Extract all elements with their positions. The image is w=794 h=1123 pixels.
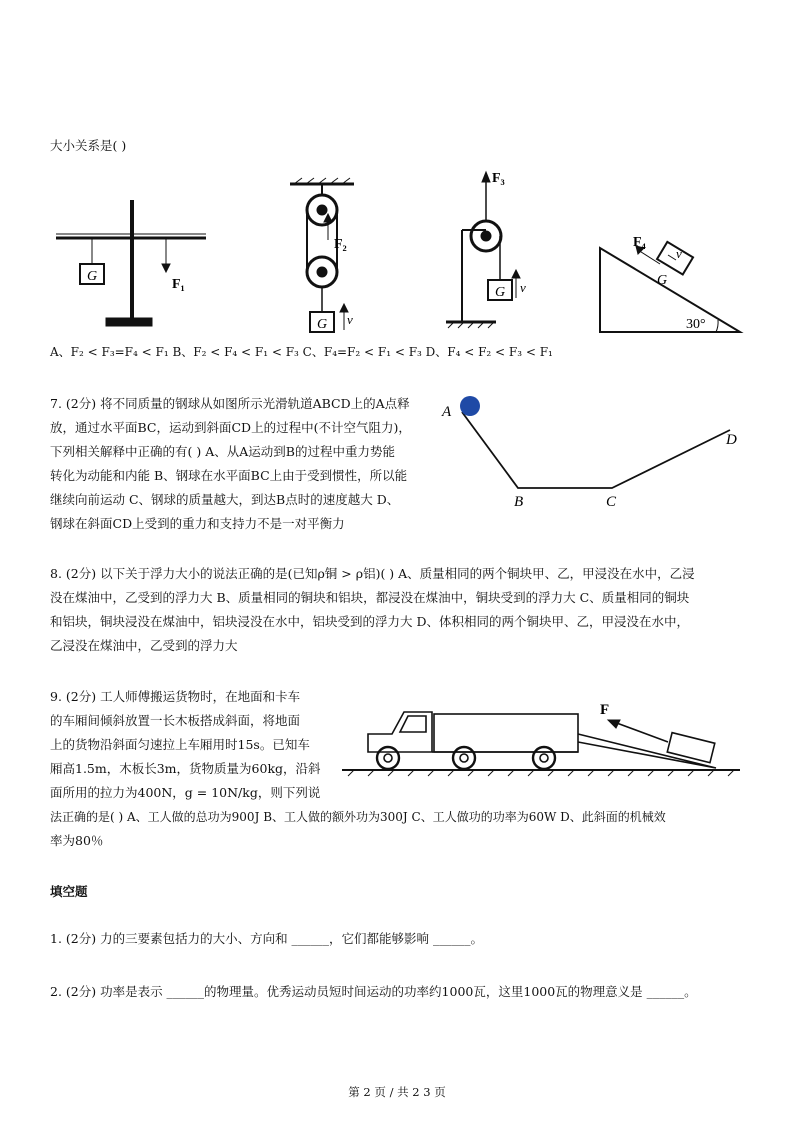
f2-label: F₂ — [334, 237, 347, 252]
angle-label: 30° — [686, 317, 706, 332]
q6-options: A、F₂ < F₃=F₄ < F₁ B、F₂ < F₄ < F₁ < F₃ C、F₄=F₂ < F₁ < F₃ D、F₄ < F₂ < F₃ < F₁ — [50, 345, 553, 359]
point-b-label: B — [514, 494, 524, 510]
q9-truck-figure — [338, 694, 744, 786]
q9-line-1: 9. (2分) 工人师傅搬运货物时，在地面和卡车 — [50, 689, 301, 704]
q6-figures — [48, 160, 748, 340]
q9-line-7: 率为80％ — [50, 833, 104, 848]
q8-line-3: 和铝块，铜块浸没在煤油中，铝块浸没在水中，铝块受到的浮力大 D、体积相同的两个铜块甲、乙，甲浸没在水中， — [50, 614, 689, 629]
movable-pulley-figure — [290, 178, 354, 332]
point-a-label: A — [442, 404, 452, 420]
incline-weight-label: G — [657, 273, 668, 288]
q9-line-5: 面所用的拉力为400N，g = 10N/kg，则下列说 — [50, 785, 321, 800]
incline-figure — [600, 242, 740, 332]
intro-line: 大小关系是( ) — [50, 138, 127, 153]
q8-line-2: 没在煤油中，乙受到的浮力大 B、质量相同的铜块和铝块，都浸没在煤油中，铜块受到的浮力大 C、质量相同的铜块 — [50, 590, 690, 605]
q7-line-4: 转化为动能和内能 B、钢球在水平面BC上由于受到惯性，所以能 — [50, 468, 408, 483]
page-footer: 第 2 页 / 共 2 3 页 — [348, 1085, 446, 1099]
lever-weight-label: G — [87, 269, 98, 284]
fill-question-1: 1. (2分) 力的三要素包括力的大小、方向和 ______，它们都能够影响 ______。 — [50, 931, 484, 946]
q9-line-4: 厢高1.5m，木板长3m，货物质量为60kg，沿斜 — [50, 761, 321, 776]
lever-figure — [56, 200, 206, 326]
q8-line-1: 8. (2分) 以下关于浮力大小的说法正确的是(已知ρ铜 > ρ铝)( ) A、质量相同的两个铜块甲、乙，甲浸没在水中，乙浸 — [50, 566, 695, 581]
q8-line-4: 乙浸没在煤油中，乙受到的浮力大 — [50, 638, 238, 653]
v-label-3: v — [676, 246, 682, 261]
q9-line-6: 法正确的是( ) A、工人做的总功为900J B、工人做的额外功为300J C、工人做功的功率为60W D、此斜面的机械效 — [50, 810, 666, 824]
f3-label: F₃ — [492, 171, 505, 186]
q9-line-2: 的车厢间倾斜放置一长木板搭成斜面，将地面 — [50, 713, 301, 728]
q7-line-1: 7. (2分) 将不同质量的钢球从如图所示光滑轨道ABCD上的A点释 — [50, 396, 410, 411]
section-title: 填空题 — [50, 884, 88, 899]
q9-line-3: 上的货物沿斜面匀速拉上车厢用时15s。已知车 — [50, 737, 310, 752]
fixed-pulley-figure — [446, 172, 520, 328]
f-label: F — [600, 702, 610, 718]
q7-line-2: 放，通过水平面BC，运动到斜面CD上的过程中(不计空气阻力)， — [50, 420, 411, 435]
v-label-1: v — [347, 312, 353, 327]
point-c-label: C — [606, 494, 617, 510]
point-d-label: D — [726, 432, 737, 448]
fixed-weight-label: G — [495, 285, 506, 300]
f1-label: F₁ — [172, 277, 185, 292]
fill-question-2: 2. (2分) 功率是表示 ______的物理量。优秀运动员短时间运动的功率约1000瓦，这里1000瓦的物理意义是 ______。 — [50, 984, 697, 999]
q7-line-3: 下列相关解释中正确的有( ) A、从A运动到B的过程中重力势能 — [50, 444, 395, 459]
q7-line-5: 继续向前运动 C、钢球的质量越大，到达B点时的速度越大 D、 — [50, 492, 400, 507]
v-label-2: v — [520, 280, 526, 295]
q7-track-figure — [436, 390, 756, 520]
steel-ball — [460, 396, 480, 416]
f4-label: F₄ — [633, 235, 646, 250]
pulley-weight-label: G — [317, 317, 328, 332]
q7-line-6: 钢球在斜面CD上受到的重力和支持力不是一对平衡力 — [50, 516, 345, 531]
